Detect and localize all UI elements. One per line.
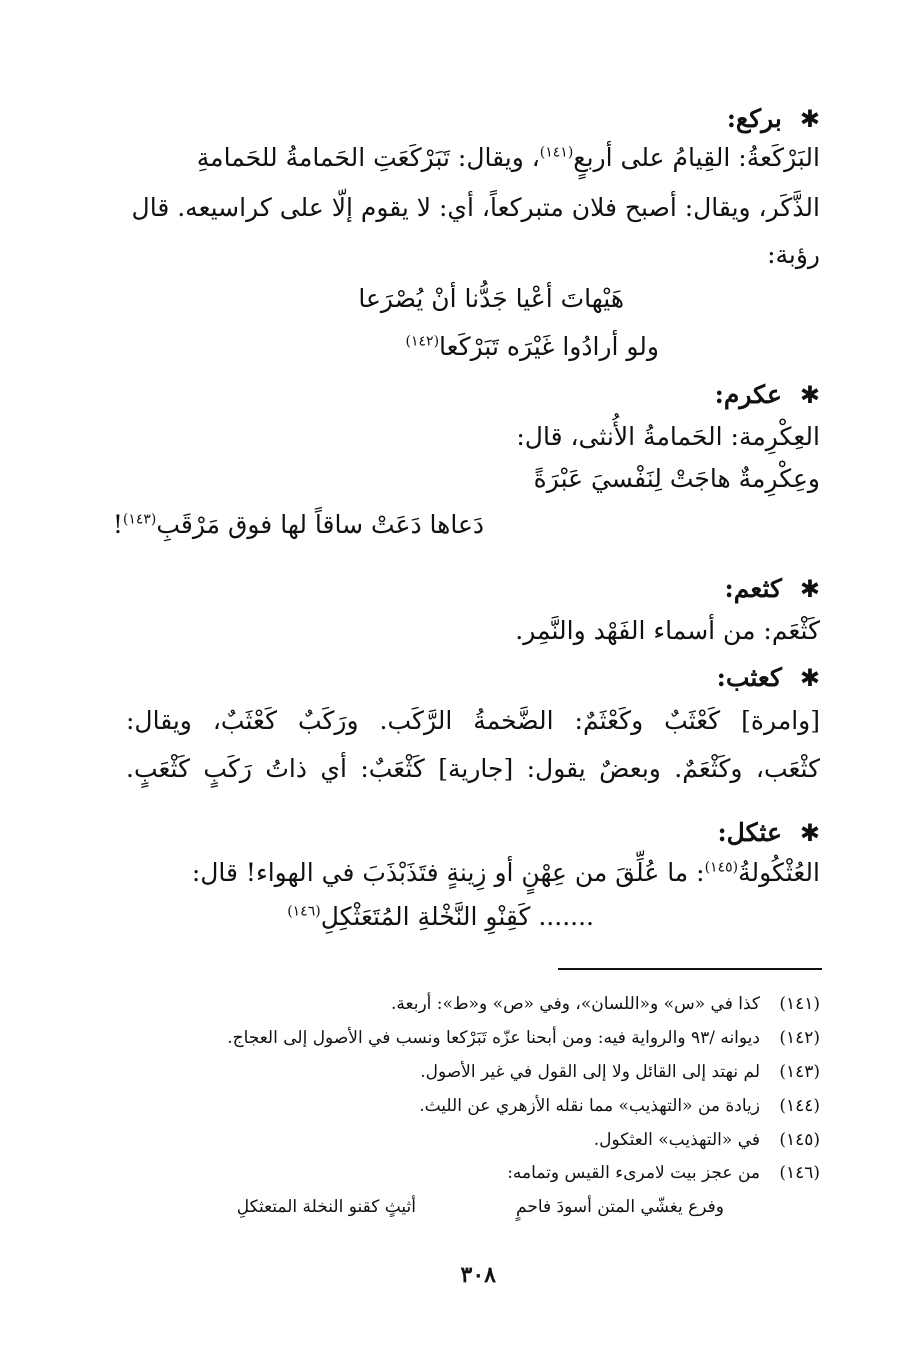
asterisk-icon: ✱ [799,664,820,692]
footnote: (١٤٣)لم نهتد إلى القائل ولا إلى القول في غير الأصول. [420,1062,820,1082]
entry-line: العِكْرِمة: الحَمامةُ الأُنثى، قال: [516,422,820,451]
verse-line: ....... كَقِنْوِ النَّخْلةِ المُتَعَثْكِلِ$^{(١٤٦)}$ [287,902,594,931]
entry-line: كَثْعَم: من أسماء الفَهْد والنَّمِر. [515,616,820,645]
asterisk-icon: ✱ [799,105,820,133]
entry-line: العُثْكُولةُ$^{(١٤٥)}$: ما عُلِّقَ من عِهْنٍ أو زِينةٍ فتَذَبْذَبَ في الهواء! قال: [191,858,820,887]
footnote: (١٤١)كذا في «س» و«اللسان»، وفي «ص» و«ط»: أربعة. [391,994,820,1014]
footnote-separator [558,968,822,970]
verse-line: ولو أرادُوا غَيْرَه تَبَرْكَعا$^{(١٤٢)}$ [405,332,659,361]
footnote-ref: (١٤٥) [704,859,739,876]
entry-line: رؤبة: [767,240,820,269]
footnote: (١٤٦)من عجز بيت لامرىء القيس وتمامه: [507,1163,820,1183]
entry-line: [وامرة] كَعْثَبٌ وكَعْثَمٌ: الضَّخمةُ الرَّكَب. ورَكَبٌ كَعْثَبٌ، ويقال: [126,706,820,735]
entry-heading: ✱كعثب: [716,663,820,692]
verse-line: وعِكْرِمةٌ هاجَتْ لِنَفْسيَ عَبْرَةً [533,464,820,493]
footnote: (١٤٤)زيادة من «التهذيب» مما نقله الأزهري عن الليث. [419,1096,820,1116]
footnote: (١٤٥)في «التهذيب» العثكول. [593,1130,820,1150]
entry-line: الذَّكَر، ويقال: أصبح فلان متبركعاً، أي: لا يقوم إلّا على كراسيعه. قال [131,193,820,222]
asterisk-icon: ✱ [799,575,820,603]
asterisk-icon: ✱ [799,819,820,847]
entry-heading: ✱كثعم: [724,574,820,603]
verse-line: دَعاها دَعَتْ ساقاً لها فوق مَرْقَبِ$^{(١٤٣)}$! [112,510,484,539]
entry-heading: ✱برکع: [726,104,820,133]
asterisk-icon: ✱ [799,381,820,409]
footnote-ref: (١٤١) [539,144,574,161]
page-number: ٣٠٨ [460,1262,496,1288]
entry-line: البَرْكَعةُ: القِيامُ على أربعٍ$^{(١٤١)}$، ويقال: تَبَرْكَعَتِ الحَمامةُ للحَمامةِ [196,143,820,172]
footnote-verse-second: أثيثٍ كقنو النخلة المتعثكلِ [236,1197,416,1217]
footnote: (١٤٢)ديوانه /٩٣ والرواية فيه: ومن أبحنا عزّه تَبَرْكعا ونسب في الأصول إلى العجاج. [227,1028,820,1048]
verse-line: هَيْهاتَ أعْيا جَدُّنا أنْ يُصْرَعا [358,284,624,313]
footnote-verse-first: وفرع يغشّي المتن أسودَ فاحمٍ [516,1197,724,1217]
entry-line: كثْعَب، وكَثْعَمٌ. وبعضٌ يقول: [جارية] كَثْعَبٌ: أي ذاتُ رَكَبٍ كَثْعَبٍ. [126,754,820,783]
footnote-ref: (١٤٦) [287,903,321,920]
entry-heading: ✱عثكل: [717,818,820,847]
entry-heading: ✱عکرم: [714,380,820,409]
footnote-ref: (١٤٢) [405,333,440,350]
footnote-ref: (١٤٣) [122,511,157,528]
